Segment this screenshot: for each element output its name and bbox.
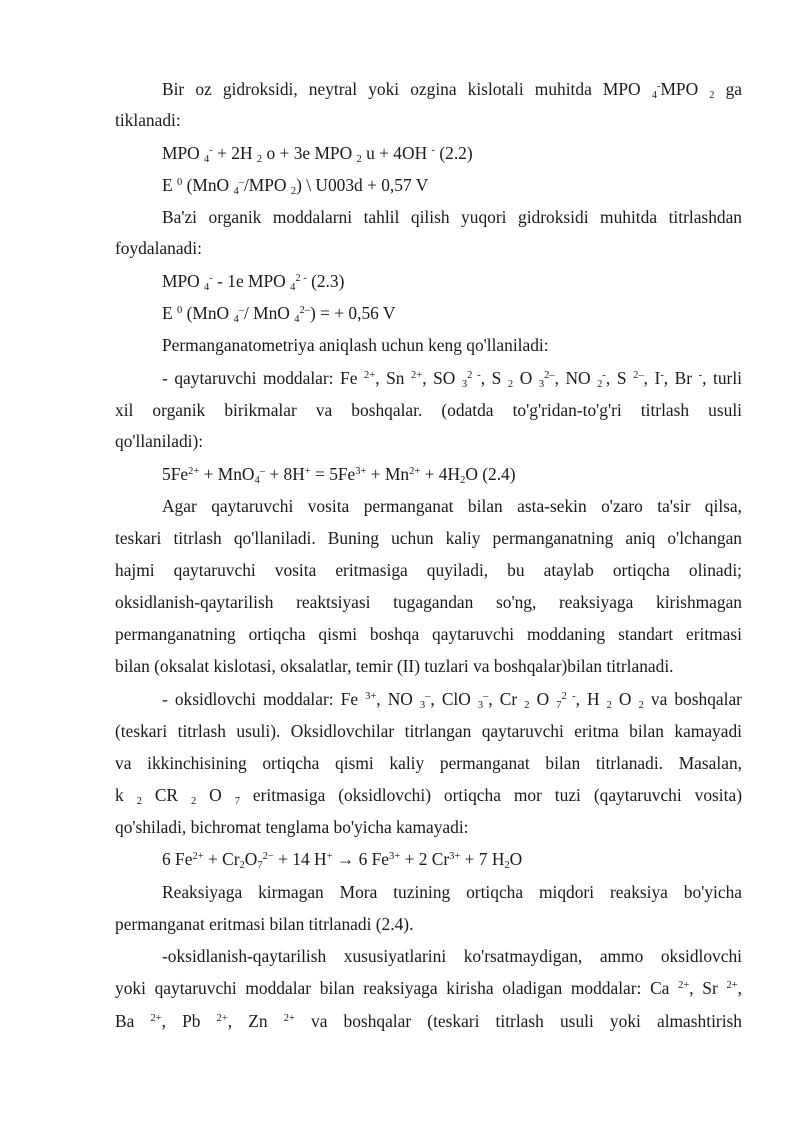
paragraph-line-6: foydalanadi: xyxy=(115,238,202,258)
paragraph-line-28: -oksidlanish-qaytarilish xususiyatlarini ko'rsatmaydigan, ammo oksidlovchi xyxy=(162,946,742,966)
paragraph-line-27: permanganat eritmasi bilan titrlanadi (2.4). xyxy=(115,914,414,934)
paragraph-line-22: va ikkinchisining ortiqcha qismi kaliy permanganat bilan titrlanadi. Masalan, xyxy=(115,753,742,773)
paragraph-line-16: hajmi qaytaruvchi vosita eritmasiga quyiladi, bu ataylab ortiqcha olinadi; xyxy=(115,560,742,580)
paragraph-line-9: Permanganatometriya aniqlash uchun keng qo'llaniladi: xyxy=(162,335,549,355)
reducers-line: - qaytaruvchi moddalar: Fe $^{2+}$, Sn $^{2+}$, SO $_3^{2 -}$, S $_2$ O $_3^{2-}$, NO $_2$-, S $^{2-}$, I-, Br -, turli xyxy=(162,368,743,390)
paragraph-line-2: tiklanadi: xyxy=(115,110,181,130)
paragraph-line-24: qo'shiladi, bichromat tenglama bo'yicha kamayadi: xyxy=(115,817,469,837)
paragraph-line-19: bilan (oksalat kislotasi, oksalatlar, temir (II) tuzlari va boshqalar)bilan titrlanadi. xyxy=(115,656,674,676)
paragraph-line-11: xil organik birikmalar va boshqalar. (odatda to'g'ridan-to'g'ri titrlash usuli xyxy=(115,400,742,420)
paragraph-line-14: Agar qaytaruvchi vosita permanganat bilan asta-sekin o'zaro ta'sir qilsa, xyxy=(162,496,742,516)
paragraph-line-26: Reaksiyaga kirmagan Mora tuzining ortiqcha miqdori reaksiya bo'yicha xyxy=(162,882,742,902)
equation-dichromate: 6 $Fe^{2+} + Cr_2O_7^{2-} + 14$ H+ → 6 $Fe^{3+} + 2$ $Cr^{3+} + 7$ $H_2O$ xyxy=(162,849,523,871)
paragraph-line-29: yoki qaytaruvchi moddalar bilan reaksiyaga kirisha oladigan moddalar: Ca $^{2+}$, Sr $^{2+}$, xyxy=(115,978,742,998)
equation-2-3: MPO $_4$- - 1e MPO $_4^{2 -}$ (2.3) xyxy=(162,271,345,293)
potential-line-2: E $^0$ (MnO $_4$–/ MnO $_4^{2-}$) = + 0,56 V xyxy=(162,303,396,325)
paragraph-line-17: oksidlanish-qaytarilish reaktsiyasi tugagandan so'ng, reaksiyaga kirishmagan xyxy=(115,592,742,612)
paragraph-line-12: qo'llaniladi): xyxy=(115,431,204,451)
paragraph-line-21: (teskari titrlash usuli). Oksidlovchilar titrlangan qaytaruvchi eritma bilan kamayadi xyxy=(115,721,742,741)
paragraph-line-1: Bir oz gidroksidi, neytral yoki ozgina kislotali muhitda MPO $_4$-MPO $_2$ ga xyxy=(162,79,742,101)
paragraph-line-18: permanganatning ortiqcha qismi boshqa qaytaruvchi moddaning standart eritmasi xyxy=(115,624,742,644)
paragraph-line-30: Ba $^{2+}$, Pb $^{2+}$, Zn $^{2+}$ va boshqalar (teskari titrlash usuli yoki almashtirish xyxy=(115,1011,742,1031)
paragraph-line-23: k $_2$ CR $_2$ O $_7$ eritmasiga (oksidlovchi) ortiqcha mor tuzi (qaytaruvchi vosita) xyxy=(115,785,742,807)
equation-2-2: MPO $_4$- + 2H $_2$ o + 3e MPO $_2$ u + 4OH - (2.2) xyxy=(162,143,473,165)
paragraph-line-15: teskari titrlash qo'llaniladi. Buning uchun kaliy permanganatning aniq o'lchangan xyxy=(115,528,742,548)
paragraph-line-5: Ba'zi organik moddalarni tahlil qilish yuqori gidroksidi muhitda titrlashdan xyxy=(162,207,742,227)
potential-line-1: E $^0$ (MnO $_4$–/MPO $_2$) \ U003d + 0,57 V xyxy=(162,175,429,197)
oxidizers-line: - oksidlovchi moddalar: Fe $^{3+}$, NO $_3$–, ClO $_3$–, Cr $_2$ O $_7^{2 -}$, H $_2$ O $_2$ va boshqalar xyxy=(162,689,742,711)
equation-2-4: $5Fe^{2+} + MnO_4^- + 8H^+ = 5Fe^{3+} + Mn^{2+} + 4H_2O$ (2.4) xyxy=(162,464,516,486)
